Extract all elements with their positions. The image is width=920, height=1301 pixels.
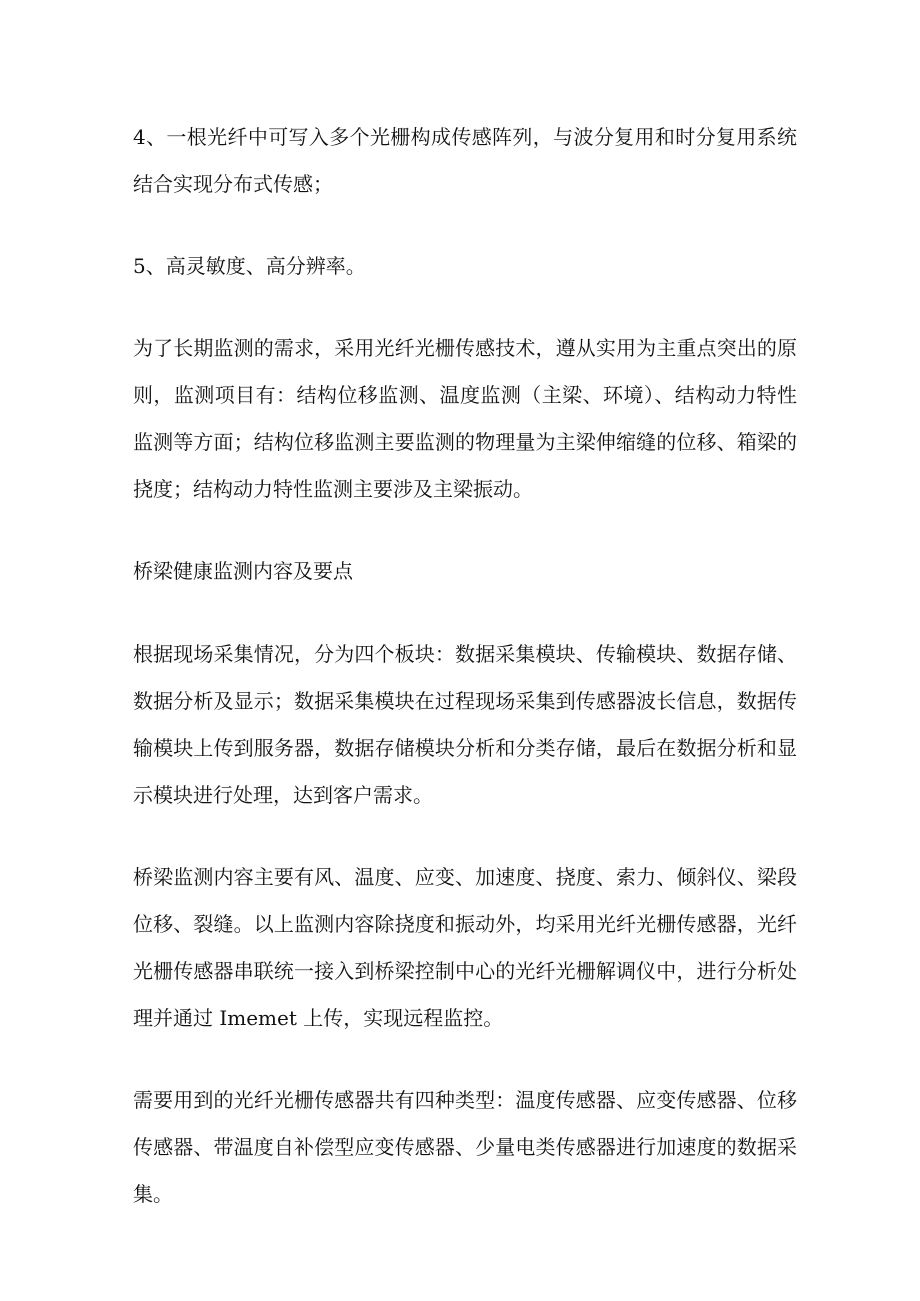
paragraph-feature-5: 5、高灵敏度、高分辨率。: [133, 254, 366, 278]
paragraph-modules: 根据现场采集情况，分为四个板块：数据采集模块、传输模块、数据存储、数据分析及显示；数据采集模块在过程现场采集到传感器波长信息，数据传输模块上传到服务器，数据存储模块分析和分类存储，最后在数据分析和显示模块进行处理，达到客户需求。: [133, 642, 797, 807]
paragraph-monitoring-content: 桥梁监测内容主要有风、温度、应变、加速度、挠度、索力、倾斜仪、梁段位移、裂缝。以上监测内容除挠度和振动外，均采用光纤光栅传感器，光纤光栅传感器串联统一接入到桥梁控制中心的光纤光栅解调仪中，进行分析处理并通过 Imemet 上传，实现远程监控。: [133, 865, 797, 1030]
paragraph-feature-4: 4、一根光纤中可写入多个光栅构成传感阵列，与波分复用和时分复用系统结合实现分布式传感；: [133, 125, 797, 196]
paragraph-sensor-types: 需要用到的光纤光栅传感器共有四种类型：温度传感器、应变传感器、位移传感器、带温度自补偿型应变传感器、少量电类传感器进行加速度的数据采集。: [133, 1088, 797, 1206]
paragraph-monitoring-items: 为了长期监测的需求，采用光纤光栅传感技术，遵从实用为主重点突出的原则，监测项目有：结构位移监测、温度监测（主梁、环境）、结构动力特性监测等方面；结构位移监测主要监测的物理量为主梁伸缩缝的位移、箱梁的挠度；结构动力特性监测主要涉及主梁振动。: [133, 336, 797, 501]
document-body: [133, 114, 797, 1253]
section-heading: 桥梁健康监测内容及要点: [133, 559, 353, 583]
